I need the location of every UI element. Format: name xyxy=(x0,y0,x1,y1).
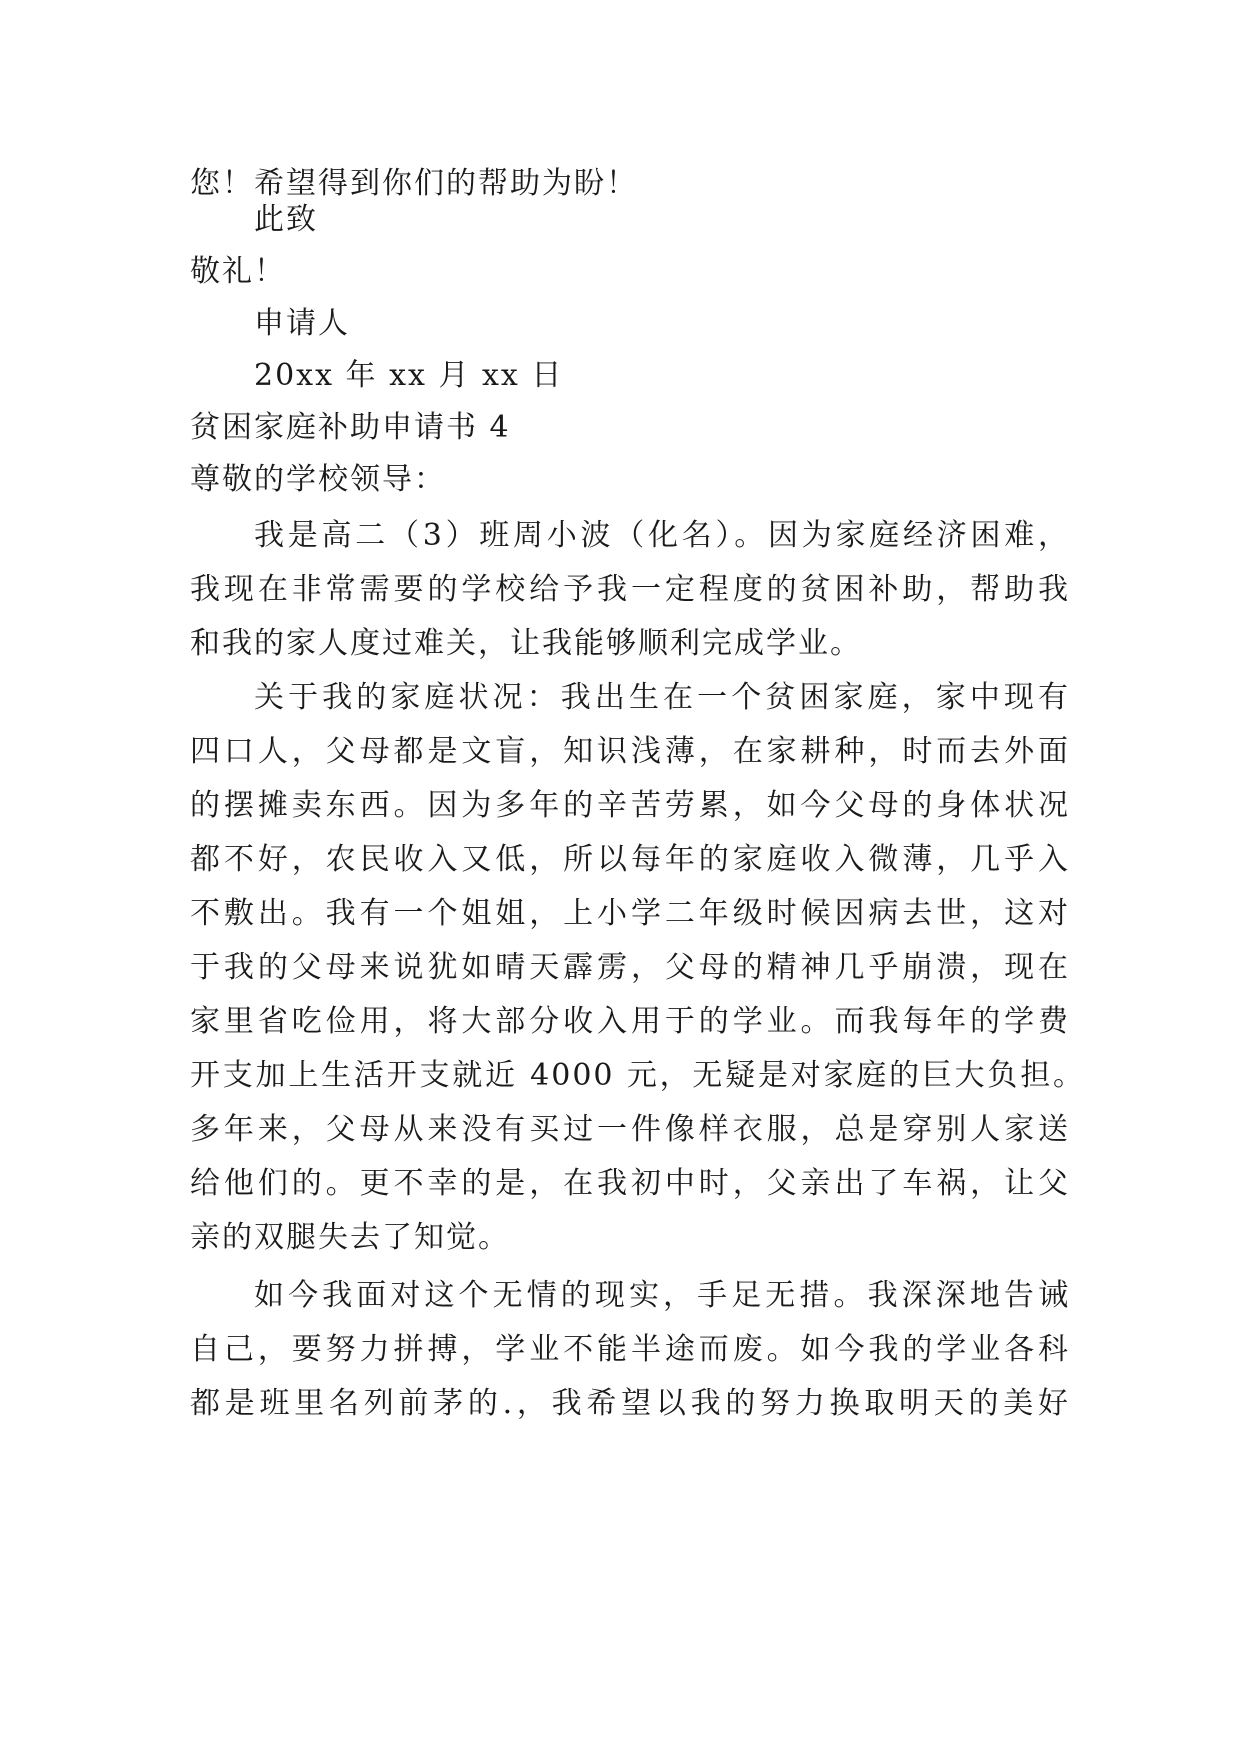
text-line: 自己，要努力拼搏，学业不能半途而废。如今我的学业各科 xyxy=(190,1332,1070,1367)
text-line: 多年来，父母从来没有买过一件像样衣服，总是穿别人家送 xyxy=(190,1112,1070,1147)
salutation-jingli: 敬礼！ xyxy=(190,254,286,289)
text-line: 和我的家人度过难关，让我能够顺利完成学业。 xyxy=(190,626,862,661)
text-line: 开支加上生活开支就近 4000 元，无疑是对家庭的巨大负担。 xyxy=(190,1058,1085,1093)
text-line: 于我的父母来说犹如晴天霹雳，父母的精神几乎崩溃，现在 xyxy=(190,950,1070,985)
text-line: 的摆摊卖东西。因为多年的辛苦劳累，如今父母的身体状况 xyxy=(190,788,1070,823)
text-line: 都不好，农民收入又低，所以每年的家庭收入微薄，几乎入 xyxy=(190,842,1070,877)
section-title: 贫困家庭补助申请书 4 xyxy=(190,410,511,445)
greeting: 尊敬的学校领导： xyxy=(190,462,446,497)
applicant-label: 申请人 xyxy=(254,306,350,341)
text-line: 我现在非常需要的学校给予我一定程度的贫困补助，帮助我 xyxy=(190,572,1070,607)
text-line: 给他们的。更不幸的是，在我初中时，父亲出了车祸，让父 xyxy=(190,1166,1070,1201)
text-line: 家里省吃俭用，将大部分收入用于的学业。而我每年的学费 xyxy=(190,1004,1070,1039)
text-line: 都是班里名列前茅的.，我希望以我的努力换取明天的美好 xyxy=(190,1386,1070,1421)
text-line: 亲的双腿失去了知觉。 xyxy=(190,1220,510,1255)
text-line: 四口人，父母都是文盲，知识浅薄，在家耕种，时而去外面 xyxy=(190,734,1070,769)
salutation-cizhi: 此致 xyxy=(254,202,318,237)
text-line: 不敷出。我有一个姐姐，上小学二年级时候因病去世，这对 xyxy=(190,896,1070,931)
text-line: 您！希望得到你们的帮助为盼！ xyxy=(190,166,638,201)
text-line: 如今我面对这个无情的现实，手足无措。我深深地告诫 xyxy=(254,1278,1070,1313)
date-line: 20xx 年 xx 月 xx 日 xyxy=(254,358,564,393)
text-line: 我是高二（3）班周小波（化名）。因为家庭经济困难， xyxy=(254,518,1070,553)
text-line: 关于我的家庭状况：我出生在一个贫困家庭，家中现有 xyxy=(254,680,1070,715)
